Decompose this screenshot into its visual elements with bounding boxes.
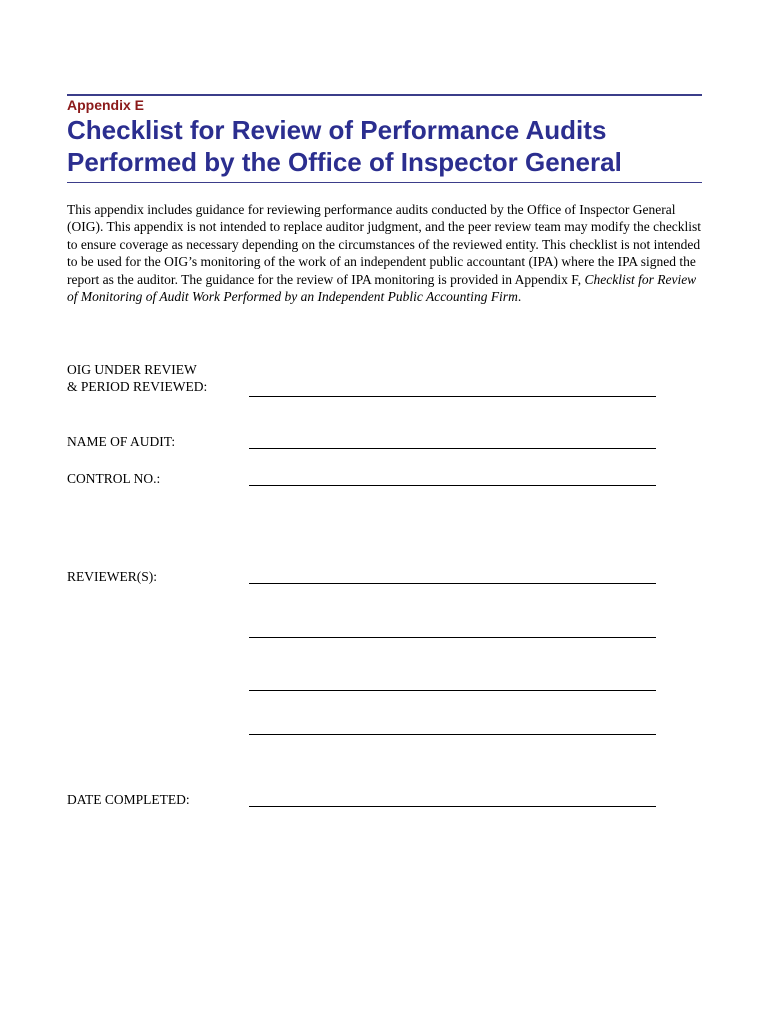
header-rule-top (67, 94, 702, 96)
document-title-line-2: Performed by the Office of Inspector General (67, 147, 622, 177)
oig-under-review-label (67, 361, 207, 395)
name-of-audit-label: NAME OF AUDIT: (67, 434, 176, 449)
intro-text: This appendix includes guidance for reviewing performance audits conducted by the Office of Inspector General (OIG). This appendix is not intended to replace auditor judgment, and the peer review team may modify the checklist to ensure coverage as necessary depending on the circumstances of the reviewed entity. This checklist is not intended to be used for the OIG’s monitoring of the work of an independent public accountant (IPA) where the IPA signed the report as the auditor. The guidance for the review of IPA monitoring is provided in Appendix F, (67, 202, 702, 287)
oig-under-review-field[interactable] (249, 396, 656, 397)
date-completed-label: DATE COMPLETED: (67, 792, 190, 807)
oig-under-review-label-line-1: OIG UNDER REVIEW (67, 362, 197, 377)
appendix-label: Appendix E (67, 97, 145, 113)
intro-italic-reference: Checklist for Review of Monitoring of Audit Work Performed by an Independent Public Accounting Firm (67, 271, 697, 305)
header-rule-bottom (67, 182, 702, 183)
reviewer-field-3[interactable] (249, 690, 656, 691)
intro-paragraph (67, 201, 707, 305)
oig-under-review-label-line-2: & PERIOD REVIEWED: (67, 379, 208, 394)
control-no-field[interactable] (249, 485, 656, 486)
date-completed-field[interactable] (249, 806, 656, 807)
reviewer-field-4[interactable] (249, 734, 656, 735)
document-title-line-1: Checklist for Review of Performance Audits (67, 115, 607, 145)
reviewer-field-2[interactable] (249, 637, 656, 638)
intro-text-end: . (517, 289, 522, 305)
reviewers-label: REVIEWER(S): (67, 569, 157, 584)
document-title (67, 114, 707, 178)
reviewer-field-1[interactable] (249, 583, 656, 584)
name-of-audit-field[interactable] (249, 448, 656, 449)
control-no-label: CONTROL NO.: (67, 471, 161, 486)
